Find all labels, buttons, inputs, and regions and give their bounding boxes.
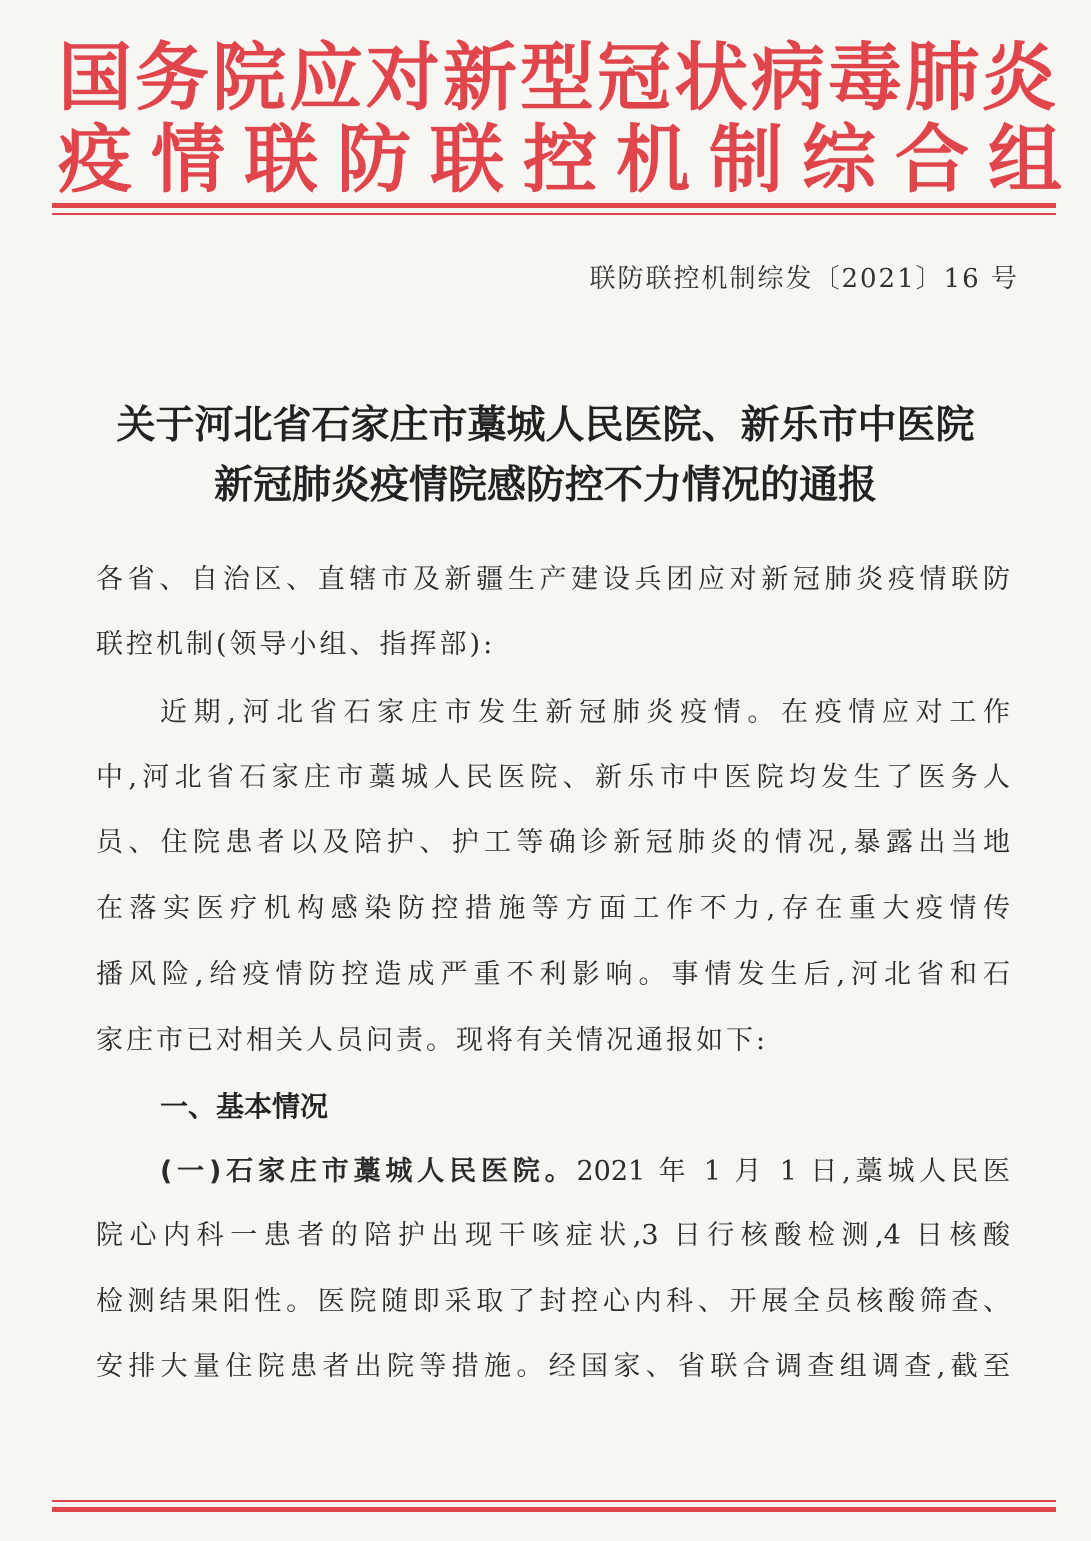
paragraph-line: 在落实医疗机构感染防控措施等方面工作不力,存在重大疫情传 (96, 893, 1010, 924)
paragraph-line: 近期,河北省石家庄市发生新冠肺炎疫情。在疫情应对工作 (160, 697, 1010, 728)
salutation-line1: 各省、自治区、直辖市及新疆生产建设兵团应对新冠肺炎疫情联防 (96, 564, 1010, 595)
header-rule-thick (52, 203, 1056, 208)
document-title-line2: 新冠肺炎疫情院感防控不力情况的通报 (213, 463, 877, 508)
paragraph-line: 家庄市已对相关人员问责。现将有关情况通报如下: (96, 1025, 769, 1056)
footer-rule-thick (52, 1507, 1056, 1512)
paragraph-line: 员、住院患者以及陪护、护工等确诊新冠肺炎的情况,暴露出当地 (96, 827, 1010, 858)
paragraph-line: 中,河北省石家庄市藁城人民医院、新乐市中医院均发生了医务人 (96, 762, 1010, 793)
header-rule-thin (52, 213, 1056, 215)
subsection-label: (一)石家庄市藁城人民医院。 (160, 1156, 577, 1187)
document-title-line1: 关于河北省石家庄市藁城人民医院、新乐市中医院 (116, 403, 975, 448)
issuer-name-line2: 疫情联防联控机制综合组 (58, 117, 1081, 203)
paragraph-line: 检测结果阳性。医院随即采取了封控心内科、开展全员核酸筛查、 (96, 1286, 1010, 1317)
salutation-line2: 联控机制(领导小组、指挥部): (96, 629, 496, 660)
issuer-name-line1: 国务院应对新型冠状病毒肺炎 (58, 35, 1059, 121)
document-number: 联防联控机制综发〔2021〕16 号 (589, 264, 1019, 294)
subsection-first-line-text: 2021 年 1 月 1 日,藁城人民医 (576, 1156, 1010, 1187)
footer-rule-thin (52, 1500, 1056, 1502)
paragraph-line: 播风险,给疫情防控造成严重不利影响。事情发生后,河北省和石 (96, 959, 1010, 990)
section-heading: 一、基本情况 (160, 1090, 329, 1123)
subsection-first-line (160, 1155, 1010, 1189)
paragraph-line: 安排大量住院患者出院等措施。经国家、省联合调查组调查,截至 (96, 1351, 1010, 1382)
paragraph-line: 院心内科一患者的陪护出现干咳症状,3 日行核酸检测,4 日核酸 (96, 1220, 1010, 1251)
